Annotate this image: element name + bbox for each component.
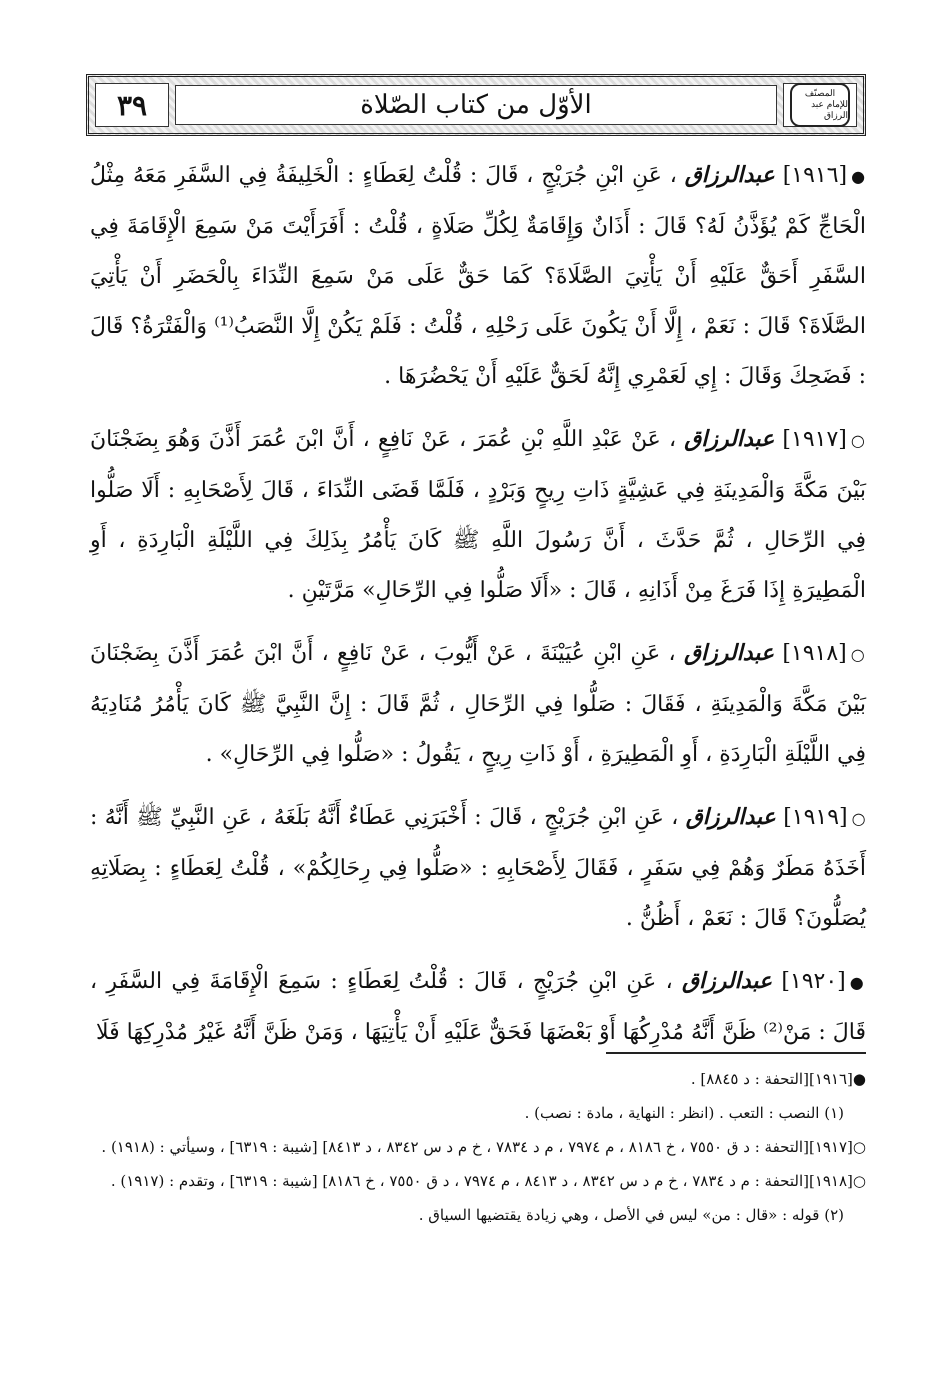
header-title-frame [175,85,777,125]
header-title: الأوّل من كتاب الصّلاة [360,90,592,120]
entry-narrator: عبدالرزاق [684,162,775,188]
hadith-entry [90,414,866,616]
hadith-entry [90,150,866,402]
footnote: (١) النصب : التعب . (انظر : النهاية ، مادة : نصب) . [524,1104,844,1122]
entry-narrator: عبدالرزاق [683,640,775,666]
entry-number: [١٩١٨] [782,641,847,666]
entry-number: [١٩١٩] [783,805,848,830]
entry-narrator: عبدالرزاق [681,968,773,994]
footnotes [86,1052,866,1232]
entry-number: [١٩٢٠] [781,969,846,994]
footnote: ●[١٩١٦][التحفة : د ٨٨٤٥] . [690,1070,866,1088]
entry-marker-icon: ● [849,973,866,992]
footnote-divider [606,1052,866,1054]
logo-line1: المصنّف [804,88,836,99]
logo-line2: للإمام عبد الرزاق [811,99,848,121]
publisher-logo [783,83,857,127]
entry-number: [١٩١٦] [782,163,848,188]
main-text [90,150,866,1070]
hadith-entry [90,792,866,944]
running-header [86,74,866,136]
entry-narrator: عبدالرزاق [684,426,775,452]
footnote: (٢) قوله : «قال : من» ليس في الأصل ، وهي زيادة يقتضيها السياق . [418,1206,844,1224]
entry-marker-icon: ○ [850,431,866,450]
entry-marker-icon: ○ [850,645,867,664]
entry-marker-icon: ● [851,167,866,186]
entry-text: ، عَنِ ابْنِ جُرَيْجٍ ، قَالَ : قُلْتُ لِعَطَاءٍ : سَمِعَ الْإِقَامَةَ فِي السَّفَرِ ، قَالَ : مَنْ⁽²⁾ ظَنَّ أَنَّهُ مُدْرِكُهَا أَوْ بَعْضَهَا فَحَقٌّ عَلَيْهِ أَنْ يَأْتِيَهَا ، وَمَنْ ظَنَّ أَنَّهُ غَيْرُ مُدْرِكِهَا فَلَا [90,969,866,1045]
entry-text: ، عَنِ ابْنِ جُرَيْجٍ ، قَالَ : قُلْتُ لِعَطَاءٍ : الْخَلِيفَةُ فِي السَّفَرِ مَعَهُ مِثْلُ الْحَاجِّ كَمْ يُؤَذَّنُ لَهُ؟ قَالَ : أَذَانٌ وَإِقَامَةٌ لِكُلِّ صَلَاةٍ ، قُلْتُ : أَفَرَأَيْتَ مَنْ سَمِعَ الْإِقَامَةَ فِي السَّفَرِ أَحَقٌّ عَلَيْهِ أَنْ يَأْتِيَ الصَّلَاةَ؟ كَمَا حَقٌّ عَلَى مَنْ سَمِعَ النِّدَاءَ بِالْحَضَرِ أَنْ يَأْتِيَ الصَّلَاةَ؟ قَالَ : نَعَمْ ، إِلَّا أَنْ يَكُونَ عَلَى رَحْلِهِ ، قُلْتُ : فَلَمْ يَكُنْ إِلَّا النَّصَبُ⁽¹⁾ وَالْفَتْرَةُ؟ قَالَ : فَضَحِكَ وَقَالَ : إِي لَعَمْرِي إِنَّهُ لَحَقٌّ عَلَيْهِ أَنْ يَحْضُرَهَا . [90,163,867,389]
footnote: ○[١٩١٨][التحفة : م د ٧٨٣٤ ، خ م د س ٨٣٤٢ ، د ٨٤١٣ ، م ٧٩٧٤ ، د ق ٧٥٥٠ ، خ ٨١٨٦] [شيبة : ٦٣١٩] ، وتقدم : (١٩١٧) . [110,1172,866,1190]
entry-text: ، عَنْ عَبْدِ اللَّهِ بْنِ عُمَرَ ، عَنْ نَافِعٍ ، أَنَّ ابْنَ عُمَرَ أَذَّنَ وَهُوَ بِضَجْنَانَ بَيْنَ مَكَّةَ وَالْمَدِينَةِ فِي عَشِيَّةٍ ذَاتِ رِيحٍ وَبَرْدٍ ، فَلَمَّا قَضَى النِّدَاءَ ، قَالَ لِأَصْحَابِهِ : أَلَا صَلُّوا فِي الرِّحَالِ ، ثُمَّ حَدَّثَ ، أَنَّ رَسُولَ اللَّهِ ﷺ كَانَ يَأْمُرُ بِذَلِكَ فِي اللَّيْلَةِ الْبَارِدَةِ ، أَوِ الْمَطِيرَةِ إِذَا فَرَغَ مِنْ أَذَانِهِ ، قَالَ : «أَلَا صَلُّوا فِي الرِّحَالِ» مَرَّتَيْنِ . [90,427,866,603]
entry-number: [١٩١٧] [782,427,847,452]
page-number: ٣٩ [116,88,148,122]
entry-text: ، عَنِ ابْنِ جُرَيْجٍ ، قَالَ : أَخْبَرَنِي عَطَاءٌ أَنَّهُ بَلَغَهُ ، عَنِ النَّبِيِّ ﷺ أَنَّهُ : أَخَذَهُ مَطَرٌ وَهُمْ فِي سَفَرٍ ، فَقَالَ لِأَصْحَابِهِ : «صَلُّوا فِي رِحَالِكُمْ» ، قُلْتُ لِعَطَاءٍ : بِصَلَاتِهِ يُصَلُّونَ؟ قَالَ : نَعَمْ ، أَظُنُّ . [90,805,866,931]
entry-text: ، عَنِ ابْنِ عُيَيْنَةَ ، عَنْ أَيُّوبَ ، عَنْ نَافِعٍ ، أَنَّ ابْنَ عُمَرَ أَذَّنَ بِضَجْنَانَ بَيْنَ مَكَّةَ وَالْمَدِينَةِ ، فَقَالَ : صَلُّوا فِي الرِّحَالِ ، ثُمَّ قَالَ : إِنَّ النَّبِيَّ ﷺ كَانَ يَأْمُرُ مُنَادِيَهُ فِي اللَّيْلَةِ الْبَارِدَةِ ، أَوِ الْمَطِيرَةِ ، أَوْ ذَاتِ رِيحٍ ، يَقُولُ : «صَلُّوا فِي الرِّحَالِ» . [90,641,867,767]
entry-marker-icon: ○ [851,809,866,828]
page-number-box [95,83,169,127]
hadith-entry [90,628,866,780]
hadith-entry [90,956,866,1058]
footnote: ○[١٩١٧][التحفة : د ق ٧٥٥٠ ، خ ٨١٨٦ ، م ٧٩٧٤ ، م د ٧٨٣٤ ، خ م د س ٨٣٤٢ ، د ٨٤١٣] [شيبة : ٦٣١٩] ، وسيأتي : (١٩١٨) . [101,1138,866,1156]
logo-seal-icon [790,83,850,127]
entry-narrator: عبدالرزاق [685,804,776,830]
